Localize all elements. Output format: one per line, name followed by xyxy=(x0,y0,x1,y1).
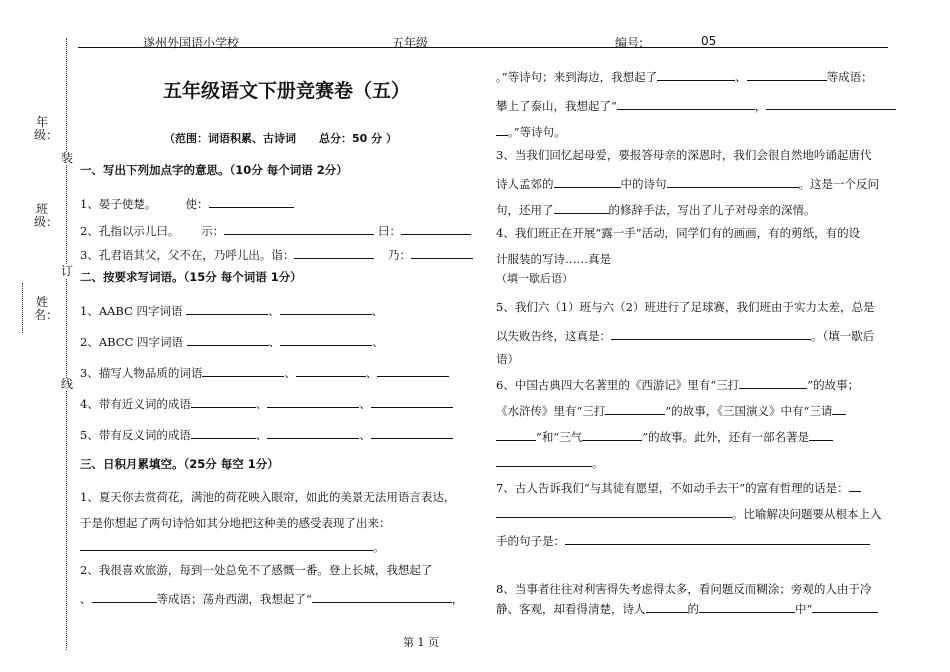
school-name: 遂州外国语小学校 xyxy=(143,36,240,50)
s2-question-1: 1、AABC 四字词语 、 、 xyxy=(80,304,384,318)
answer-blank[interactable] xyxy=(812,600,878,613)
answer-blank[interactable] xyxy=(496,123,508,136)
answer-blank[interactable] xyxy=(202,364,284,377)
grade-text: 五年级 xyxy=(392,36,429,50)
answer-blank[interactable] xyxy=(554,201,609,214)
s3-q1-line1: 1、夏天你去赏荷花，满池的荷花映入眼帘，如此的美景无法用语言表达， xyxy=(80,490,456,504)
answer-blank[interactable] xyxy=(312,590,452,603)
binding-dotted-line xyxy=(66,38,67,650)
r-line-3: 。”等诗句。 xyxy=(496,123,566,139)
q4-line-1: 4、我们班正在开展“露一手”活动，同学们有的画画，有的剪纸，有的设 xyxy=(496,226,861,240)
q6-line-2: 《水浒传》里有“三打 ”的故事，《三国演义》中有“三请 xyxy=(496,402,846,418)
s3-q1-line3: 。 xyxy=(80,538,385,554)
section-2-title: 二、按要求写词语。（15分 每个词语 1分） xyxy=(80,270,302,284)
answer-blank[interactable] xyxy=(187,333,269,346)
s1-question-3b: 乃： xyxy=(388,246,473,262)
name-dotted-line xyxy=(22,283,23,333)
q7-line-1: 7、古人告诉我们“与其徒有愿望，不如动手去干”的富有哲理的话是： xyxy=(496,479,861,495)
answer-blank[interactable] xyxy=(617,97,755,110)
answer-blank[interactable] xyxy=(667,175,799,188)
page-title: 五年级语文下册竞赛卷（五） xyxy=(163,80,411,102)
answer-blank[interactable] xyxy=(92,590,157,603)
binding-zhuang: 装 xyxy=(61,151,74,165)
q5-line-1: 5、我们六（1）班与六（2）班进行了足球赛，我们班由于实力太差，总是 xyxy=(496,300,875,314)
q6-line-3: ”和“三气 ”的故事。此外，还有一部名著是 xyxy=(496,428,833,444)
answer-blank[interactable] xyxy=(646,600,688,613)
answer-blank[interactable] xyxy=(657,68,735,81)
answer-blank[interactable] xyxy=(496,505,732,518)
answer-blank[interactable] xyxy=(849,479,861,492)
s1-question-3: 3、孔君语其父，父不在，乃呼儿出。诣： xyxy=(80,246,374,262)
section-1-title: 一、写出下列加点字的意思。（10分 每个词语 2分） xyxy=(80,163,348,177)
s2-question-2: 2、ABCC 四字词语 、 、 xyxy=(80,335,384,349)
answer-blank[interactable] xyxy=(186,302,268,315)
s2-question-5: 5、带有反义词的成语 、 、 xyxy=(80,426,453,442)
answer-blank[interactable] xyxy=(267,395,359,408)
grade-label: 年级： xyxy=(34,115,59,142)
q4-line-3: （填一歇后语） xyxy=(496,272,573,285)
section-3-title: 三、日积月累填空。（25分 每空 1分） xyxy=(80,457,279,471)
q8-line-1: 8、当事者往往对利害得失考虑得太多，看问题反而糊涂；旁观的人由于冷 xyxy=(496,582,872,596)
answer-blank[interactable] xyxy=(809,428,833,441)
answer-blank[interactable] xyxy=(739,376,807,389)
binding-ding: 订 xyxy=(61,264,74,278)
answer-blank[interactable] xyxy=(294,246,374,259)
answer-blank[interactable] xyxy=(605,402,665,415)
class-label: 班级： xyxy=(34,202,59,229)
q7-line-2: 。比喻解决问题要从根本上入 xyxy=(496,505,882,521)
answer-blank[interactable] xyxy=(224,222,374,235)
answer-blank[interactable] xyxy=(832,402,846,415)
page-subtitle: （范围：词语积累、古诗词 总分：50 分 ） xyxy=(164,132,397,145)
answer-blank[interactable] xyxy=(496,454,592,467)
answer-blank[interactable] xyxy=(191,395,256,408)
answer-blank[interactable] xyxy=(209,195,294,208)
q8-line-2: 静、客观，却看得清楚，诗人 的 中“ xyxy=(496,600,878,616)
q5-line-2: 以失败告终，这真是： 。（填一歇后 xyxy=(496,329,875,343)
s1-question-2b: 曰： xyxy=(378,222,471,238)
answer-blank[interactable] xyxy=(554,175,621,188)
binding-xian: 线 xyxy=(61,377,74,391)
number-value: 05 xyxy=(701,34,717,48)
number-label: 编号: xyxy=(615,36,644,50)
q3-line-2: 诗人孟郊的 中的诗句 。这是一个反问 xyxy=(496,177,879,191)
q4-line-2: 计服装的写诗……真是 xyxy=(496,252,611,266)
q6-line-4: 。 xyxy=(496,454,604,470)
r-line-1: 。”等诗句；来到海边，我想起了 、 等成语； xyxy=(496,70,873,84)
answer-blank[interactable] xyxy=(296,364,366,377)
r-line-2: 攀上了泰山，我想起了“ ， xyxy=(496,97,896,113)
answer-blank[interactable] xyxy=(565,532,870,545)
answer-blank[interactable] xyxy=(747,68,827,81)
answer-blank[interactable] xyxy=(280,333,372,346)
q5-line-3: 语） xyxy=(496,352,519,366)
answer-blank[interactable] xyxy=(766,97,896,110)
s3-q2-line2: 、 等成语；荡舟西湖，我想起了“ ， xyxy=(80,592,464,606)
answer-blank[interactable] xyxy=(80,538,373,551)
answer-blank[interactable] xyxy=(582,428,642,441)
header-rule xyxy=(78,47,888,48)
answer-blank[interactable] xyxy=(191,426,256,439)
s1-question-1: 1、晏子使楚。 使： xyxy=(80,195,294,211)
answer-blank[interactable] xyxy=(371,395,453,408)
q3-line-3: 句，还用了 的修辞手法，写出了儿子对母亲的深情。 xyxy=(496,203,816,217)
answer-blank[interactable] xyxy=(699,600,795,613)
answer-blank[interactable] xyxy=(267,426,359,439)
page-number: 第 1 页 xyxy=(403,636,439,649)
s3-q2-line1: 2、我很喜欢旅游，每到一处总免不了感慨一番。登上长城，我想起了 xyxy=(80,563,433,577)
answer-blank[interactable] xyxy=(611,327,811,340)
name-label: 姓名： xyxy=(34,295,59,322)
q7-line-3: 手的句子是： xyxy=(496,532,870,548)
q6-line-1: 6、中国古典四大名著里的《西游记》里有“三打 ”的故事； xyxy=(496,378,860,392)
answer-blank[interactable] xyxy=(411,246,473,259)
answer-blank[interactable] xyxy=(280,302,372,315)
answer-blank[interactable] xyxy=(377,364,449,377)
answer-blank[interactable] xyxy=(401,222,471,235)
q3-line-1: 3、当我们回忆起母爱，要报答母亲的深恩时，我们会很自然地吟诵起唐代 xyxy=(496,148,872,162)
answer-blank[interactable] xyxy=(371,426,453,439)
s3-q1-line2: 于是你想起了两句诗恰如其分地把这种美的感受表现了出来： xyxy=(80,516,391,530)
s2-question-4: 4、带有近义词的成语 、 、 xyxy=(80,395,453,411)
s1-question-2: 2、孔指以示儿曰。 示： xyxy=(80,222,374,238)
answer-blank[interactable] xyxy=(496,428,536,441)
s2-question-3: 3、描写人物品质的词语 、 、 xyxy=(80,364,449,380)
